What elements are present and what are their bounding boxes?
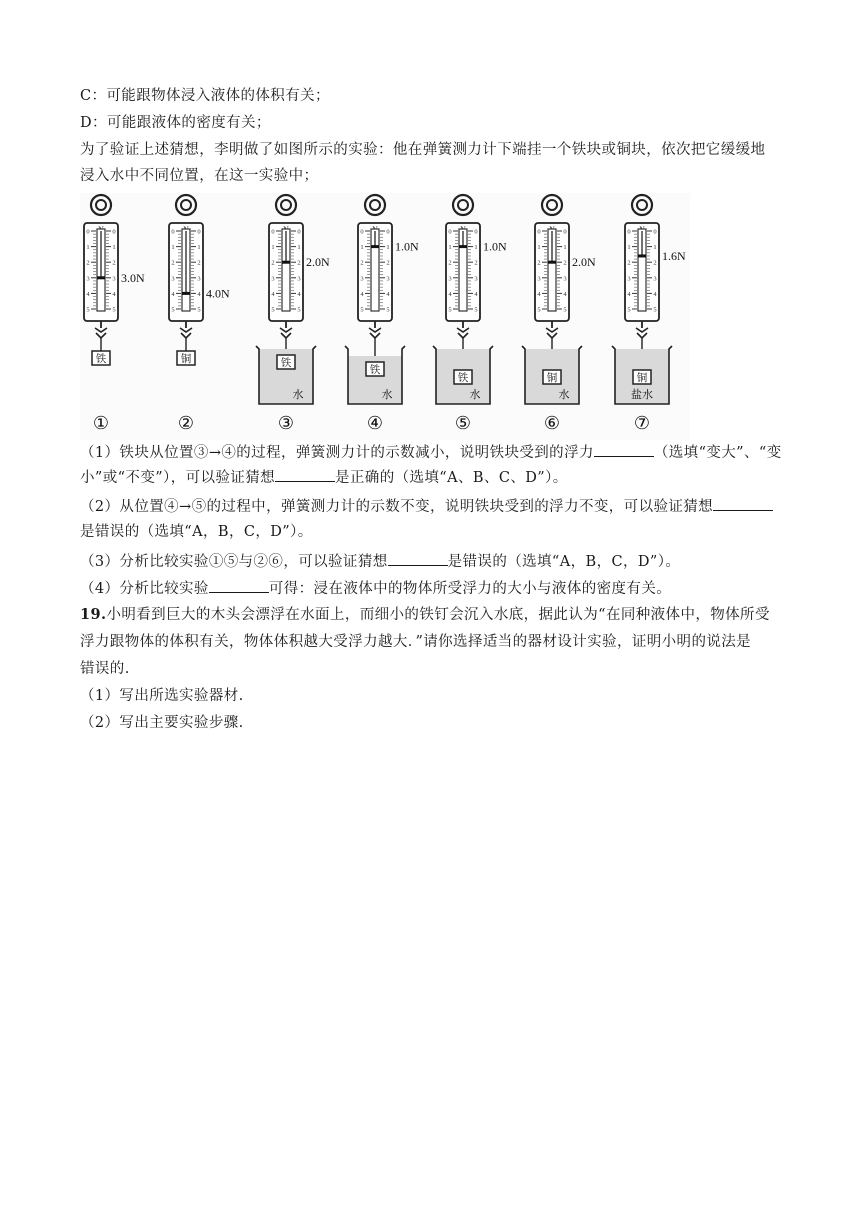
setup-number: ⑦: [633, 413, 651, 433]
tick-label: 0: [653, 228, 657, 236]
tick-label: 4: [171, 290, 175, 298]
tick-label: 2: [563, 259, 567, 267]
answer-blank-4[interactable]: [388, 551, 448, 566]
scale-reading: 2.0N: [572, 255, 596, 270]
tick-label: 0: [171, 228, 175, 236]
question-1-line-1: [80, 442, 782, 463]
tick-label: 2: [360, 259, 364, 267]
scale-pointer: [638, 254, 646, 257]
tick-label: 3: [537, 275, 541, 283]
tick-label: 5: [112, 306, 116, 314]
tick-label: 0: [360, 228, 364, 236]
tick-label: 2: [197, 259, 201, 267]
tick-label: 3: [86, 275, 90, 283]
answer-blank-5[interactable]: [209, 578, 269, 593]
tick-label: 0: [627, 228, 631, 236]
tick-label: 5: [563, 306, 567, 314]
tick-label: 3: [197, 275, 201, 283]
problem-19-sub-1: （1）写出所选实验器材.: [80, 688, 244, 704]
setup-number: ②: [177, 413, 195, 433]
line-guess-d: D：可能跟液体的密度有关；: [80, 115, 271, 131]
question-2-line-1: [80, 496, 773, 517]
tick-label: 3: [386, 275, 390, 283]
tick-label: 2: [448, 259, 452, 267]
tick-label: 4: [271, 290, 275, 298]
experiment-figure: [80, 193, 690, 440]
scale-pointer: [282, 261, 290, 264]
line-intro-1: 为了验证上述猜想，李明做了如图所示的实验：他在弹簧测力计下端挂一个铁块或铜块，依次把它缓缓地: [80, 142, 766, 158]
tick-label: 1: [112, 244, 116, 252]
scale-pointer: [97, 276, 105, 279]
tick-label: 5: [474, 306, 478, 314]
answer-blank-1[interactable]: [594, 442, 654, 457]
tick-label: 1: [171, 244, 175, 252]
tick-label: 3: [474, 275, 478, 283]
setup-number: ③: [277, 413, 295, 433]
scale-reading: 1.0N: [395, 239, 419, 254]
scale-reading: 2.0N: [306, 255, 330, 270]
problem-19-line-1: [80, 605, 770, 625]
tick-label: 0: [86, 228, 90, 236]
setup-number: ①: [92, 413, 110, 433]
spring-scale-diagram: [80, 193, 690, 440]
tick-label: 4: [197, 290, 201, 298]
question-2-line-2: 是错误的（选填“A，B，C，D”）。: [80, 524, 313, 540]
line-intro-2: 浸入水中不同位置，在这一实验中；: [80, 168, 319, 184]
tick-label: 4: [386, 290, 390, 298]
tick-label: 3: [563, 275, 567, 283]
tick-label: 0: [448, 228, 452, 236]
problem-19-number: 19.: [80, 606, 107, 623]
setup-number: ⑥: [543, 413, 561, 433]
tick-label: 3: [653, 275, 657, 283]
scale-pointer: [548, 261, 556, 264]
tick-label: 4: [563, 290, 567, 298]
tick-label: 2: [653, 259, 657, 267]
scale-pointer: [182, 292, 190, 295]
tick-label: 5: [653, 306, 657, 314]
tick-label: 3: [271, 275, 275, 283]
tick-label: 1: [448, 244, 452, 252]
question-3-text-b: 是错误的（选填“A，B，C，D”）。: [447, 554, 681, 570]
question-1-text-b: （选填“变大”、“变: [653, 445, 782, 461]
tick-label: 4: [297, 290, 301, 298]
tick-label: 2: [297, 259, 301, 267]
tick-label: 4: [627, 290, 631, 298]
tick-label: 3: [360, 275, 364, 283]
setup-number: ④: [366, 413, 384, 433]
question-1-text-a: （1）铁块从位置③→④的过程，弹簧测力计的示数减小，说明铁块受到的浮力: [80, 445, 594, 461]
block-label: 铁: [95, 354, 107, 365]
liquid-label: 水: [558, 389, 570, 401]
tick-label: 2: [386, 259, 390, 267]
answer-blank-2[interactable]: [275, 467, 335, 482]
liquid-label: 盐水: [631, 389, 653, 401]
question-1-text-c: 小”或“不变”），可以验证猜想: [80, 470, 275, 486]
tick-label: 2: [271, 259, 275, 267]
tick-label: 0: [271, 228, 275, 236]
tick-label: 4: [360, 290, 364, 298]
tick-label: 5: [271, 306, 275, 314]
scale-reading: 4.0N: [206, 286, 230, 301]
tick-label: 1: [627, 244, 631, 252]
problem-19-line-3: 错误的.: [80, 661, 130, 677]
block-label: 铜: [180, 354, 192, 365]
tick-label: 1: [474, 244, 478, 252]
question-4-text-a: （4）分析比较实验: [80, 581, 209, 597]
tick-label: 4: [537, 290, 541, 298]
scale-reading: 1.0N: [483, 239, 507, 254]
tick-label: 5: [297, 306, 301, 314]
tick-label: 1: [653, 244, 657, 252]
tick-label: 5: [627, 306, 631, 314]
question-3-line: [80, 551, 680, 572]
tick-label: 1: [197, 244, 201, 252]
liquid-label: 水: [381, 389, 393, 401]
problem-19-text-a: 小明看到巨大的木头会漂浮在水面上，而细小的铁钉会沉入水底，据此认为“在同种液体中，物体所受: [106, 607, 770, 623]
tick-label: 2: [474, 259, 478, 267]
liquid-label: 水: [469, 389, 481, 401]
tick-label: 5: [171, 306, 175, 314]
answer-blank-3[interactable]: [713, 496, 773, 511]
problem-19-line-2: 浮力跟物体的体积有关，物体体积越大受浮力越大．”请你选择适当的器材设计实验，证明小明的说法是: [80, 634, 752, 650]
tick-label: 4: [86, 290, 90, 298]
tick-label: 0: [563, 228, 567, 236]
tick-label: 2: [537, 259, 541, 267]
tick-label: 2: [86, 259, 90, 267]
liquid-label: 水: [292, 389, 304, 401]
tick-label: 0: [297, 228, 301, 236]
tick-label: 4: [474, 290, 478, 298]
scale-reading: 3.0N: [121, 270, 145, 285]
tick-label: 5: [537, 306, 541, 314]
tick-label: 2: [112, 259, 116, 267]
tick-label: 3: [627, 275, 631, 283]
block-label: 铁: [280, 358, 292, 369]
tick-label: 0: [386, 228, 390, 236]
tick-label: 3: [171, 275, 175, 283]
question-1-line-2: [80, 467, 568, 488]
setup-number: ⑤: [454, 413, 472, 433]
tick-label: 1: [271, 244, 275, 252]
tick-label: 1: [537, 244, 541, 252]
problem-19-sub-2: （2）写出主要实验步骤.: [80, 715, 244, 731]
tick-label: 1: [563, 244, 567, 252]
scale-pointer: [459, 245, 467, 248]
tick-label: 0: [474, 228, 478, 236]
tick-label: 3: [112, 275, 116, 283]
scale-reading: 1.6N: [662, 248, 686, 263]
tick-label: 3: [448, 275, 452, 283]
block-label: 铁: [457, 373, 469, 384]
block-label: 铜: [636, 373, 648, 384]
question-2-text-a: （2）从位置④→⑤的过程中，弹簧测力计的示数不变，说明铁块受到的浮力不变，可以验证猜想: [80, 499, 714, 515]
tick-label: 1: [386, 244, 390, 252]
block-label: 铜: [546, 373, 558, 384]
tick-label: 5: [448, 306, 452, 314]
tick-label: 5: [360, 306, 364, 314]
tick-label: 5: [386, 306, 390, 314]
tick-label: 1: [360, 244, 364, 252]
tick-label: 1: [86, 244, 90, 252]
line-guess-c: C：可能跟物体浸入液体的体积有关；: [80, 88, 330, 104]
question-4-text-b: 可得：浸在液体中的物体所受浮力的大小与液体的密度有关。: [268, 581, 672, 597]
tick-label: 4: [112, 290, 116, 298]
block-label: 铁: [369, 365, 381, 376]
tick-label: 2: [627, 259, 631, 267]
question-4-line: [80, 578, 671, 599]
scale-pointer: [371, 245, 379, 248]
tick-label: 2: [171, 259, 175, 267]
tick-label: 0: [537, 228, 541, 236]
tick-label: 0: [197, 228, 201, 236]
tick-label: 4: [653, 290, 657, 298]
tick-label: 0: [112, 228, 116, 236]
tick-label: 3: [297, 275, 301, 283]
tick-label: 4: [448, 290, 452, 298]
question-3-text-a: （3）分析比较实验①⑤与②⑥，可以验证猜想: [80, 554, 388, 570]
question-1-text-d: 是正确的（选填“A、B、C、D”）。: [335, 470, 568, 486]
tick-label: 1: [297, 244, 301, 252]
tick-label: 5: [86, 306, 90, 314]
tick-label: 5: [197, 306, 201, 314]
